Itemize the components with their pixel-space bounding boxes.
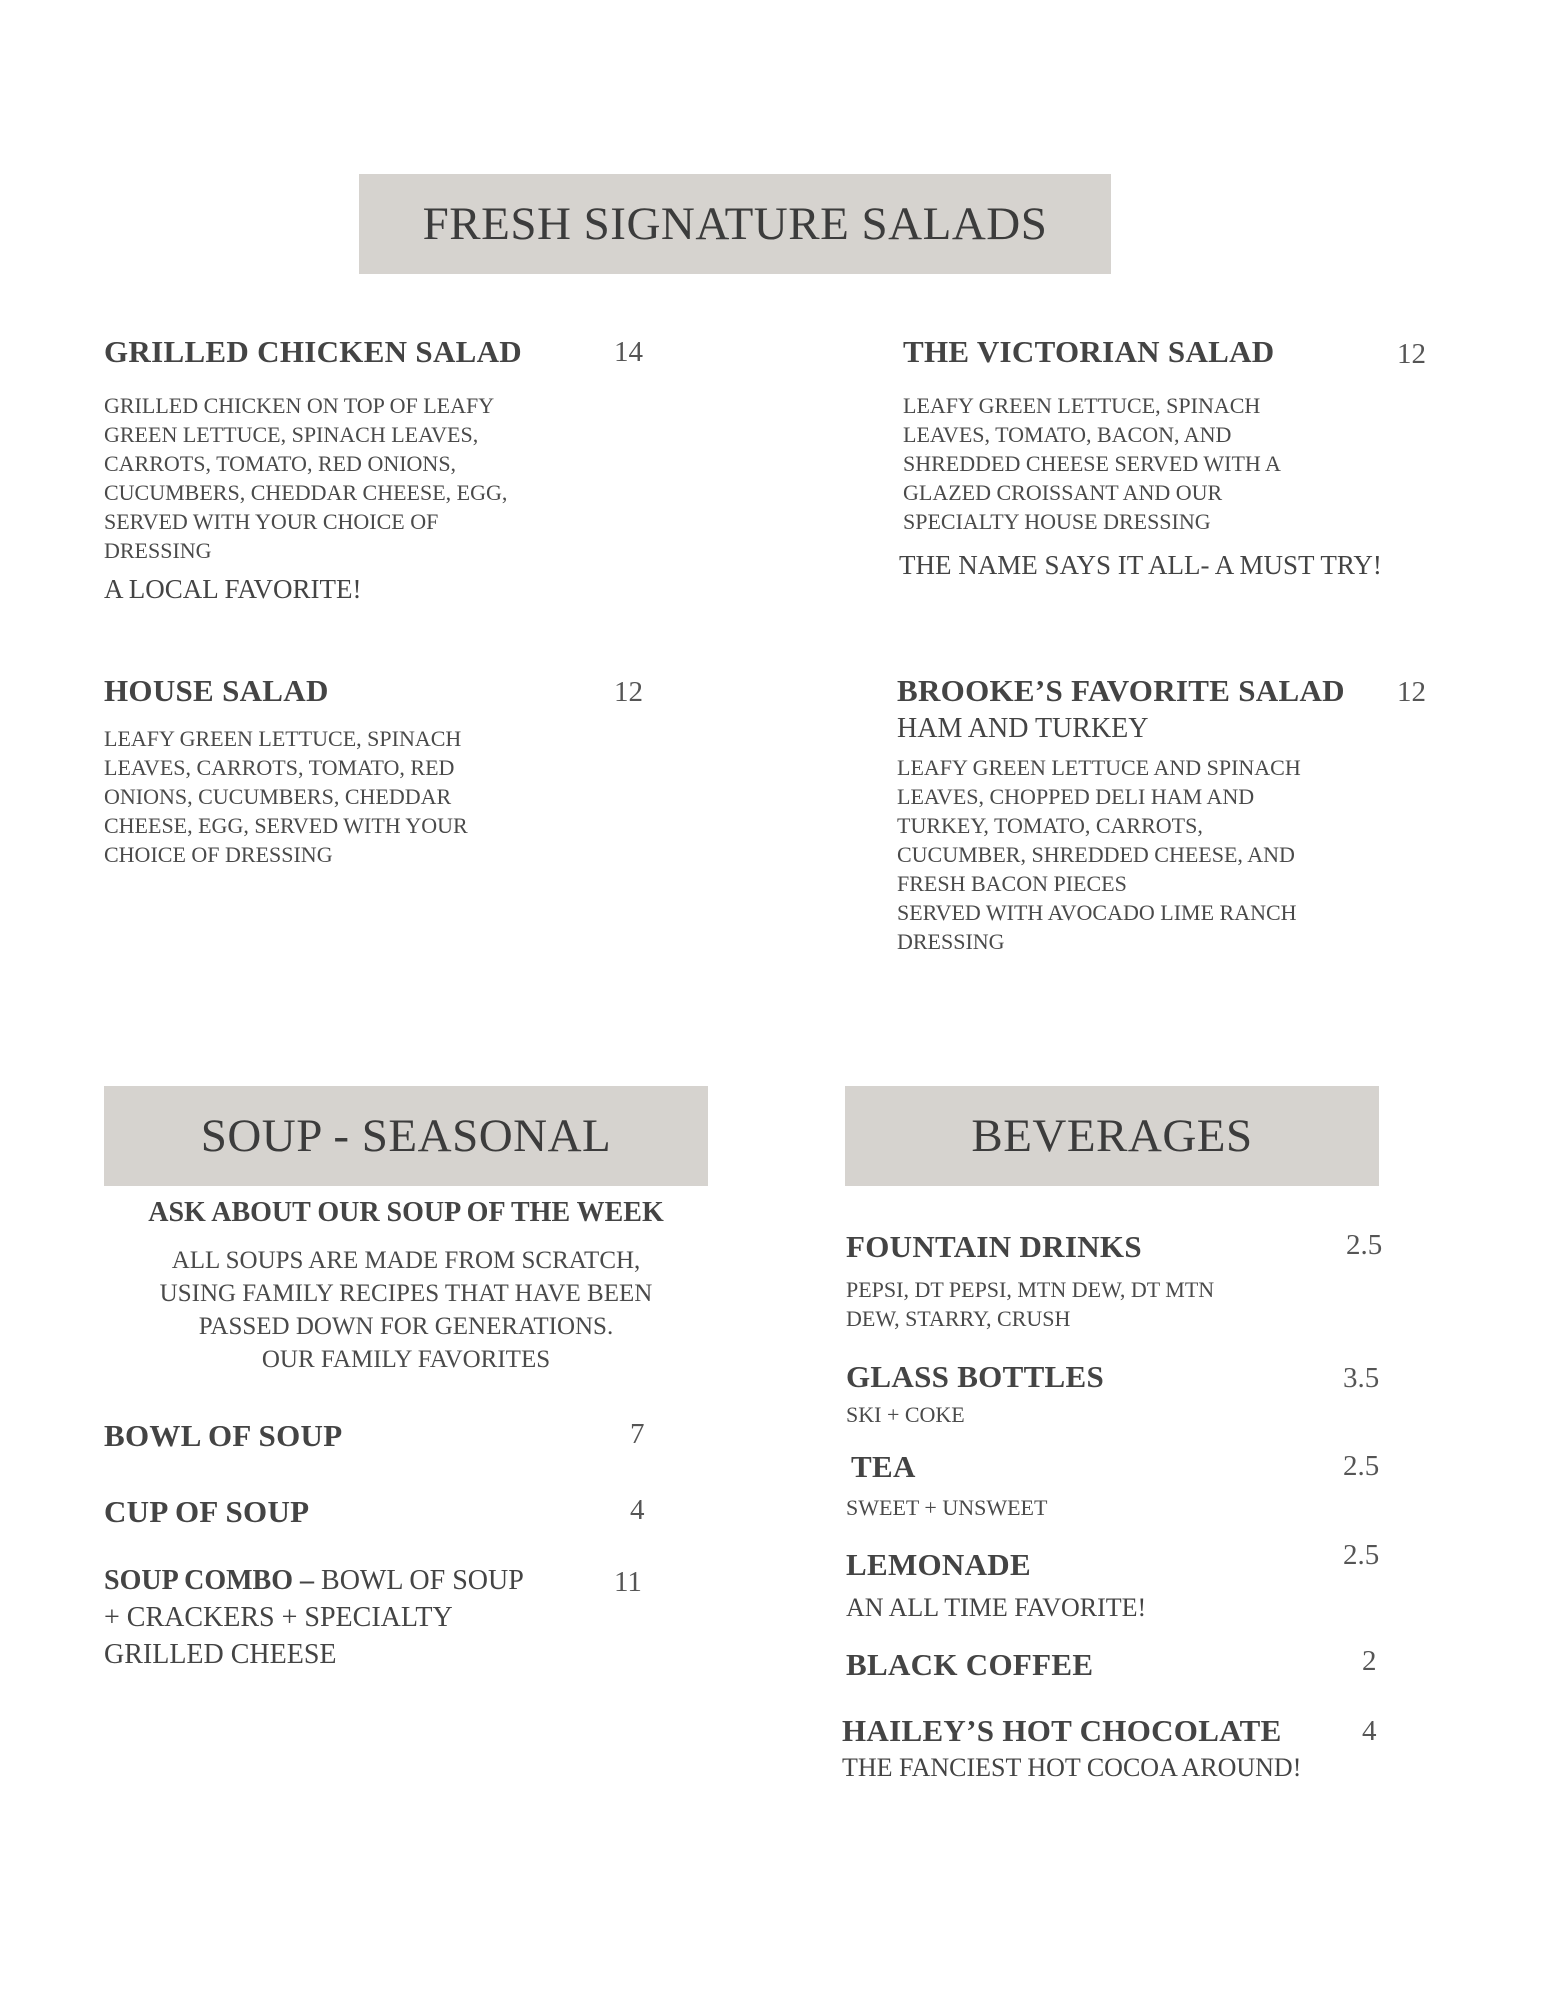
description-line: LEAVES, CARROTS, TOMATO, RED: [104, 755, 455, 780]
description-line: DRESSING: [104, 538, 212, 563]
beverages-heading: BEVERAGES: [971, 1110, 1253, 1162]
intro-line: OUR FAMILY FAVORITES: [261, 1346, 551, 1373]
description-line: CUCUMBER, SHREDDED CHEESE, AND: [897, 842, 1295, 867]
soup-heading: SOUP - SEASONAL: [200, 1110, 612, 1162]
menu-item-description: [104, 391, 507, 565]
menu-item-price: 11: [614, 1566, 642, 1598]
description-line: GLAZED CROISSANT AND OUR: [903, 480, 1223, 505]
menu-item-description: [846, 1275, 1214, 1333]
description-line: TURKEY, TOMATO, CARROTS,: [897, 813, 1203, 838]
description-line: SERVED WITH AVOCADO LIME RANCH: [897, 900, 1297, 925]
intro-line: ALL SOUPS ARE MADE FROM SCRATCH,: [171, 1247, 641, 1274]
description-line: SHREDDED CHEESE SERVED WITH A: [903, 451, 1281, 476]
menu-item-name: BOWL OF SOUP: [104, 1418, 343, 1453]
description-line: CHEESE, EGG, SERVED WITH YOUR: [104, 813, 468, 838]
description-line: GREEN LETTUCE, SPINACH LEAVES,: [104, 422, 479, 447]
menu-item-description: SWEET + UNSWEET: [846, 1495, 1048, 1520]
menu-item-description: THE FANCIEST HOT COCOA AROUND!: [842, 1753, 1302, 1782]
combo-line: GRILLED CHEESE: [104, 1639, 337, 1670]
menu-item-price: 12: [1397, 338, 1426, 370]
menu-item-name: BLACK COFFEE: [846, 1647, 1094, 1682]
menu-item-name: GRILLED CHICKEN SALAD: [104, 334, 522, 369]
description-line: ONIONS, CUCUMBERS, CHEDDAR: [104, 784, 452, 809]
menu-item-description: AN ALL TIME FAVORITE!: [846, 1593, 1147, 1622]
description-line: DRESSING: [897, 929, 1005, 954]
menu-item-price: 12: [614, 676, 643, 708]
menu-item-name: CUP OF SOUP: [104, 1494, 310, 1529]
soup-ask-text: ASK ABOUT OUR SOUP OF THE WEEK: [148, 1197, 664, 1228]
description-line: PEPSI, DT PEPSI, MTN DEW, DT MTN: [846, 1277, 1215, 1302]
menu-item-price: 4: [1362, 1715, 1377, 1747]
description-line: LEAVES, TOMATO, BACON, AND: [903, 422, 1232, 447]
description-line: LEAFY GREEN LETTUCE, SPINACH: [903, 393, 1261, 418]
menu-item-name: HOUSE SALAD: [104, 673, 329, 708]
menu-item-tagline: A LOCAL FAVORITE!: [104, 574, 362, 604]
menu-item-price: 14: [614, 336, 643, 368]
description-line: CHOICE OF DRESSING: [104, 842, 333, 867]
description-line: DEW, STARRY, CRUSH: [846, 1306, 1071, 1331]
menu-item-tagline: THE NAME SAYS IT ALL- A MUST TRY!: [899, 550, 1382, 580]
description-line: FRESH BACON PIECES: [897, 871, 1127, 896]
menu-item-name: THE VICTORIAN SALAD: [903, 334, 1275, 369]
beverages-heading-banner: [845, 1086, 1379, 1186]
description-line: LEAFY GREEN LETTUCE, SPINACH: [104, 726, 462, 751]
combo-line: [104, 1562, 524, 1599]
combo-name: SOUP COMBO –: [104, 1565, 315, 1596]
menu-item-price: 7: [630, 1418, 645, 1450]
menu-item-description: [897, 753, 1301, 956]
soup-heading-banner: [104, 1086, 708, 1186]
menu-item-price: 2.5: [1343, 1450, 1380, 1482]
intro-line: PASSED DOWN FOR GENERATIONS.: [198, 1313, 614, 1340]
salads-heading: FRESH SIGNATURE SALADS: [422, 198, 1048, 250]
menu-item-description: [903, 391, 1281, 536]
menu-item-name: BROOKE’S FAVORITE SALAD: [897, 673, 1345, 708]
menu-item-price: 3.5: [1343, 1362, 1380, 1394]
menu-item-name: LEMONADE: [846, 1547, 1031, 1582]
menu-item-description: SKI + COKE: [846, 1402, 965, 1427]
menu-item-price: 4: [630, 1494, 645, 1526]
combo-rest: BOWL OF SOUP: [314, 1565, 524, 1596]
description-line: LEAVES, CHOPPED DELI HAM AND: [897, 784, 1255, 809]
combo-line: + CRACKERS + SPECIALTY: [104, 1602, 453, 1633]
menu-item-name: HAILEY’S HOT CHOCOLATE: [842, 1713, 1282, 1748]
menu-item-name: GLASS BOTTLES: [846, 1359, 1105, 1394]
description-line: CUCUMBERS, CHEDDAR CHEESE, EGG,: [104, 480, 508, 505]
soup-intro: [104, 1244, 708, 1376]
description-line: CARROTS, TOMATO, RED ONIONS,: [104, 451, 457, 476]
salads-heading-banner: [359, 174, 1111, 274]
menu-item-price: 2: [1362, 1645, 1377, 1677]
menu-item-name: TEA: [851, 1449, 916, 1484]
description-line: SPECIALTY HOUSE DRESSING: [903, 509, 1211, 534]
description-line: SERVED WITH YOUR CHOICE OF: [104, 509, 439, 534]
menu-item-price: 12: [1397, 676, 1426, 708]
description-line: LEAFY GREEN LETTUCE AND SPINACH: [897, 755, 1301, 780]
menu-item-price: 2.5: [1346, 1229, 1383, 1261]
description-line: GRILLED CHICKEN ON TOP OF LEAFY: [104, 393, 495, 418]
menu-item-description: [104, 724, 468, 869]
intro-line: USING FAMILY RECIPES THAT HAVE BEEN: [159, 1280, 653, 1307]
menu-item-price: 2.5: [1343, 1539, 1380, 1571]
soup-combo-description: [104, 1562, 524, 1673]
menu-item-subtitle: HAM AND TURKEY: [897, 713, 1149, 744]
menu-item-name: FOUNTAIN DRINKS: [846, 1229, 1142, 1264]
